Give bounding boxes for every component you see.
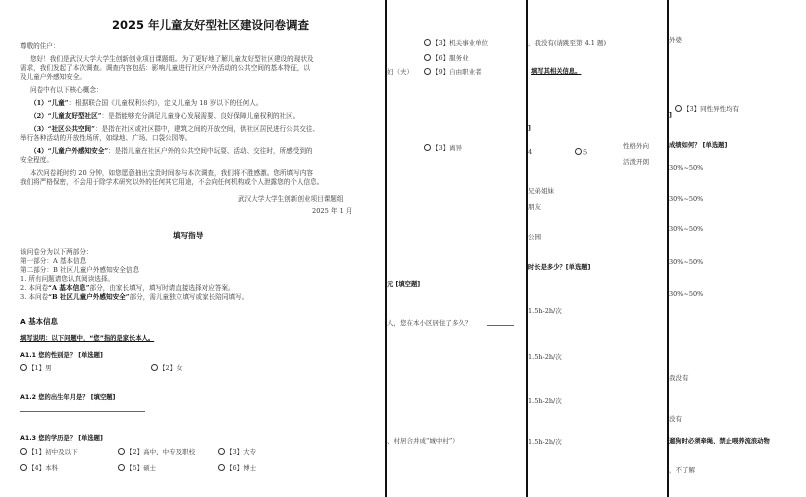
survey-page-1 bbox=[0, 0, 385, 497]
signature-date: 2025 年 1 月 bbox=[312, 207, 353, 215]
option-edu-2[interactable] bbox=[118, 447, 195, 456]
option-label: 【6】服务业 bbox=[432, 54, 469, 62]
concept-text: ：是指儿童在社区户外的公共空间中玩耍、活动、交往时，所感受到的 bbox=[108, 147, 313, 155]
radio-icon[interactable] bbox=[118, 464, 125, 471]
option-label: 5 bbox=[583, 148, 588, 157]
option-label: 【2】高中、中专及职校 bbox=[126, 448, 196, 456]
concept-text: ：根据联合国《儿童权利公约》，定义儿童为 18 岁以下的任何人。 bbox=[68, 99, 263, 107]
question-a1-3: A1.3 您的学历是？ [单选题] bbox=[20, 435, 103, 442]
option-public-institution[interactable] bbox=[424, 38, 488, 47]
option-edu-6[interactable] bbox=[218, 463, 256, 472]
survey-page-4 bbox=[669, 0, 806, 497]
radio-icon[interactable] bbox=[20, 448, 27, 455]
radio-icon[interactable] bbox=[118, 448, 125, 455]
fragment-fill-question: 元 [填空题] bbox=[387, 281, 421, 288]
concept-term: （4）“儿童户外感知安全” bbox=[30, 147, 109, 155]
option-edu-1[interactable] bbox=[20, 447, 78, 456]
survey-page-2 bbox=[387, 0, 526, 497]
score-option[interactable]: 30%~50% bbox=[669, 164, 704, 172]
duration-option[interactable]: 1.5h-2h/次 bbox=[528, 397, 562, 405]
concept-2 bbox=[30, 112, 299, 121]
option-freelance[interactable] bbox=[424, 67, 482, 76]
radio-icon[interactable] bbox=[20, 464, 27, 471]
option-edu-5[interactable] bbox=[118, 463, 156, 472]
guide-line-2: 第一部分：A 基本信息 bbox=[20, 257, 87, 265]
guide-line-3: 第二部分：B 社区儿童户外感知安全信息 bbox=[20, 266, 140, 274]
option-female[interactable] bbox=[151, 363, 183, 372]
duration-option[interactable]: 1.5h-2h/次 bbox=[528, 307, 562, 315]
residence-blank[interactable] bbox=[487, 325, 514, 326]
intro-line-1: 您好！我们是武汉大学大学生创新创业项目课题组。为了更好地了解儿童友好型社区建设的现状及 bbox=[30, 55, 314, 63]
question-a1-2: A1.2 您的出生年月是？ [填空题] bbox=[20, 394, 116, 401]
signature: 武汉大学大学生创新创业项目课题组 bbox=[238, 195, 344, 203]
radio-icon[interactable] bbox=[20, 364, 27, 371]
radio-icon[interactable] bbox=[424, 144, 431, 151]
option-mixed-gender[interactable] bbox=[675, 104, 739, 113]
question-a1-1: A1.1 您的性别是？ [单选题] bbox=[20, 352, 103, 359]
option-label: 【3】机关事业单位 bbox=[432, 39, 489, 47]
fragment-bracket: ] bbox=[528, 125, 531, 132]
option-label: 【3】离异 bbox=[432, 144, 463, 152]
concept-3-cont: 举行各种活动的开放性场所，如绿地、广场、口袋公园等。 bbox=[20, 134, 192, 142]
score-option[interactable]: 30%~50% bbox=[669, 258, 704, 266]
privacy-line-1: 本次问卷耗时约 20 分钟，如您愿意抽出宝贵时间参与本次调查，我们将不胜感激。您所填写内容 bbox=[30, 169, 313, 177]
fragment-none-2: 没有 bbox=[669, 415, 682, 423]
concept-3 bbox=[30, 125, 319, 134]
fragment-residence-question: 人，您在本小区居住了多久？ bbox=[387, 319, 472, 327]
score-option[interactable]: 30%~50% bbox=[669, 290, 704, 298]
fragment-friends: 朋友 bbox=[528, 203, 541, 211]
guide-note-1: 1. 所有问题请您认真阅读选择。 bbox=[20, 275, 115, 283]
option-label: 【4】本科 bbox=[28, 464, 59, 472]
trait-lively: 活泼开朗 bbox=[623, 158, 649, 166]
option-edu-4[interactable] bbox=[20, 463, 58, 472]
trait-extrovert: 性格外向 bbox=[623, 142, 649, 150]
option-4[interactable]: 4 bbox=[528, 148, 533, 156]
option-label: 【6】博士 bbox=[226, 464, 257, 472]
concept-term: （2）“儿童友好型社区” bbox=[30, 112, 102, 120]
note-text: 部分，需儿童独立填写或家长陪同填写。 bbox=[129, 293, 249, 301]
fragment-grandma: 外婆 bbox=[669, 36, 682, 44]
concept-text: ：是指能够充分满足儿童身心发展需要、良好保障儿童权利的社区。 bbox=[101, 112, 300, 120]
fragment-village: 、村居合并成“城中村”） bbox=[387, 437, 459, 445]
intro-line-2: 需求，我们发起了本次调查。调查内容包括：影响儿童进行社区户外活动的公共空间的基本特征，以 bbox=[20, 64, 311, 72]
note-text: 2. 本问卷 bbox=[20, 284, 49, 292]
fragment-no-jump: ，我没有(请跳至第 4.1 题) bbox=[528, 39, 607, 47]
concept-1 bbox=[30, 99, 262, 108]
greeting: 尊敬的住户： bbox=[20, 42, 60, 50]
radio-icon[interactable] bbox=[218, 448, 225, 455]
fragment-duration-question: 时长是多少？[单选题] bbox=[528, 264, 591, 271]
fragment-spouse: 妇（夫） bbox=[387, 68, 413, 76]
fragment-park: 公园 bbox=[528, 233, 541, 241]
radio-icon[interactable] bbox=[424, 39, 431, 46]
option-divorced[interactable] bbox=[424, 143, 462, 152]
concept-4-cont: 安全程度。 bbox=[20, 156, 53, 164]
duration-option[interactable]: 1.5h-2h/次 bbox=[528, 353, 562, 361]
option-service[interactable] bbox=[424, 53, 469, 62]
intro-line-3: 及儿童户外感知安全。 bbox=[20, 73, 86, 81]
score-option[interactable]: 30%~50% bbox=[669, 195, 704, 203]
option-label: 【1】男 bbox=[28, 364, 52, 372]
survey-title: 2025 年儿童友好型社区建设问卷调查 bbox=[112, 18, 310, 32]
privacy-line-2: 我们将严格保密，不会用于除学术研究以外的任何其它用途，不会向任何机构或个人泄露您的个人信息。 bbox=[20, 178, 324, 186]
option-5[interactable] bbox=[575, 148, 587, 157]
option-male[interactable] bbox=[20, 363, 52, 372]
instruction: 填写说明：以下问题中，“您”指的是家长本人。 bbox=[20, 335, 155, 342]
birthdate-blank[interactable] bbox=[20, 411, 145, 412]
fragment-bracket: ] bbox=[669, 112, 672, 119]
radio-icon[interactable] bbox=[218, 464, 225, 471]
fragment-fill-info: 填写其相关信息。 bbox=[531, 68, 582, 75]
fragment-score-question: 成绩如何？ [单选题] bbox=[669, 142, 728, 149]
note-text: 3. 本问卷 bbox=[20, 293, 49, 301]
note-text: 部分，由家长填写，填写时请直接选择对应答案。 bbox=[89, 284, 235, 292]
radio-icon[interactable] bbox=[151, 364, 158, 371]
option-label: 【5】硕士 bbox=[126, 464, 157, 472]
radio-icon[interactable] bbox=[424, 68, 431, 75]
option-label: 【1】初中及以下 bbox=[28, 448, 78, 456]
guide-line-1: 该问卷分为以下两部分： bbox=[20, 248, 93, 256]
fragment-siblings: 兄弟姐妹 bbox=[528, 187, 554, 195]
note-bold: “B 社区儿童户外感知安全” bbox=[48, 293, 130, 301]
score-option[interactable]: 30%~50% bbox=[669, 225, 704, 233]
radio-icon[interactable] bbox=[675, 105, 682, 112]
survey-page-3 bbox=[528, 0, 667, 497]
concept-text: ：是指在社区或社区群中，建筑之间的开放空间，供社区居民进行公共交往、 bbox=[94, 125, 320, 133]
option-label: 【3】大专 bbox=[226, 448, 257, 456]
fragment-dog-rule: 遛狗时必须牵绳、禁止喂养流浪动物 bbox=[669, 438, 770, 445]
option-label: 【9】自由职业者 bbox=[432, 68, 482, 76]
duration-option[interactable]: 1.5h-2h/次 bbox=[528, 438, 562, 446]
concept-term: （3）“社区公共空间” bbox=[30, 125, 95, 133]
guide-title: 填写指导 bbox=[173, 231, 204, 240]
fragment-none: 我没有 bbox=[669, 374, 689, 382]
guide-note-3 bbox=[20, 293, 248, 302]
concepts-lead: 问卷中有以下核心概念： bbox=[30, 86, 103, 94]
note-bold: “A 基本信息” bbox=[48, 284, 90, 292]
option-label: 【3】同性异性均有 bbox=[683, 105, 740, 113]
radio-icon[interactable] bbox=[575, 148, 582, 155]
option-edu-3[interactable] bbox=[218, 447, 256, 456]
fragment-unknown: ，不了解 bbox=[669, 466, 695, 474]
concept-term: （1）“儿童” bbox=[30, 99, 69, 107]
section-a-heading: A 基本信息 bbox=[20, 317, 58, 326]
option-label: 【2】女 bbox=[159, 364, 183, 372]
concept-4 bbox=[30, 147, 313, 156]
guide-note-2 bbox=[20, 284, 235, 293]
radio-icon[interactable] bbox=[424, 54, 431, 61]
